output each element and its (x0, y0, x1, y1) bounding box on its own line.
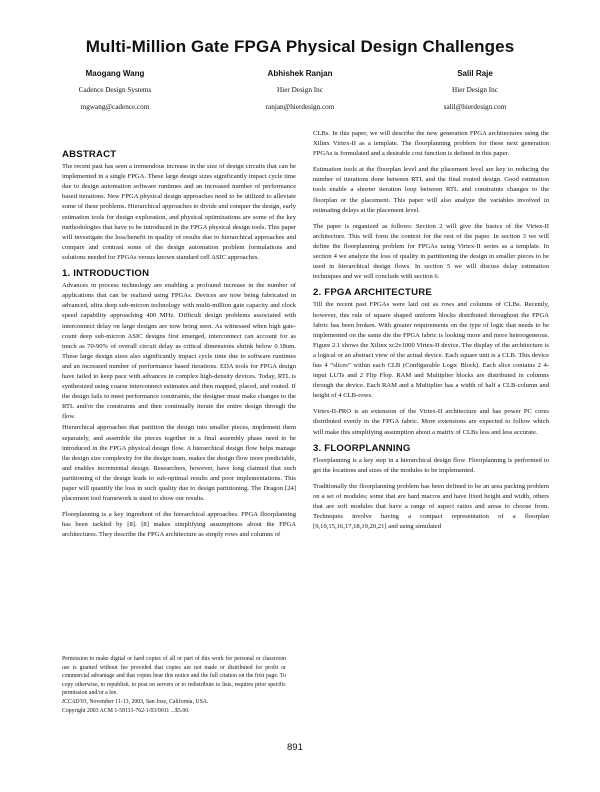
right-column (313, 129, 549, 538)
author-email: ranjan@hierdesign.com (265, 103, 335, 111)
paper-title: Multi-Million Gate FPGA Physical Design Challenges (85, 37, 515, 56)
architecture-paragraph-1: Till the recent past FPGAs were laid out as rows and columns of CLBs. Recently, however, this rule of square shaped uniform blocks distributed throughout the FPGA fabric has been broken. With greater requirements on the type of logic that needs to be implemented on the same die the FPGA fabric is looking more and more heterogeneous. Figure 2.1 shows the Xilinx xc2v1000 Virtex-II device. The display of the architecture is a logical or an abstract view of the actual device. Each square unit is a CLB. This device has 4 “slices” within each CLB (Configurable Logic Block). Each slice contains 2 4-input LUTs and 2 Flip Flop. RAM and Multiplier blocks are distributed in columns through the device. Each RAM and a Multiplier has a width of half a CLB-column and height of 4 CLB-rows. (313, 301, 549, 400)
floorplanning-heading: 3. FLOORPLANNING (313, 442, 411, 454)
conference-line (62, 698, 286, 707)
author-email: mgwang@cadence.com (80, 103, 150, 111)
author-affiliation: Cadence Design Systems (78, 86, 152, 94)
floorplanning-paragraph-1: Floorplanning is a key step in a hierarchical design flow. Floorplanning is performed to get the locations and sizes of the modules to be implemented. (313, 456, 549, 474)
author-1 (40, 68, 190, 113)
author-affiliation: Hier Design Inc (452, 86, 498, 94)
floorplanning-paragraph-2: Traditionally the floorplanning problem has been defined to be an area packing problem on a set of modules; some that are hard macros and have fixed height and width, others that are soft modules that have a range of aspect ratios and areas to choose from. Techniques involve having a compact representation of a floorplan [9,10,15,16,17,18,19,20,21] and using simulated (313, 482, 549, 531)
body-paragraph: CLBs. In this paper, we will describe the new generation FPGA architectures using the Xilinx Virtex-II as a template. The floorplanning problem for these next generation FPGAs is formulated and a desirable cost function is defined in this paper. (313, 130, 549, 158)
author-2 (225, 68, 375, 113)
author-block (60, 68, 540, 118)
body-paragraph: The paper is organized as follows: Section 2 will give the basics of the Virtex-II architecture. This will form the context for the rest of the paper. In section 3 we will define the floorplanning problem for FPGAs using Virtex-II series as a template. In section 4 we analyze the loss of quality in partitioning the design in smaller pieces to be used in hierarchical design flows. In section 5 we will discuss delay estimation techniques and we will conclude with section 6. (313, 222, 549, 281)
architecture-paragraph-2: Virtex-II-PRO is an extension of the Virtex-II architecture and has power PC cores distributed evenly in the FPGA fabric. More extensions are expected to follow which will make this simplifying assumption about a matrix of CLBs less and less accurate. (313, 408, 549, 436)
introduction-heading: 1. INTRODUCTION (62, 268, 150, 280)
page-number: 891 (287, 742, 303, 753)
left-column (62, 150, 296, 546)
intro-paragraph-3: Floorplanning is a key ingredient of the hierarchical approaches. FPGA floorplanning has been tackled by [8]. [8] makes simplifying assumptions about the FPGA architectures. They describe the FPGA architecture as simply rows and columns of (62, 511, 296, 539)
permission-notice (62, 655, 286, 715)
abstract-heading: ABSTRACT (62, 149, 117, 160)
abstract-text: The recent past has seen a tremendous increase in the size of design circuits that can be implemented in a single FPGA. These large design sizes significantly impact cycle time due to design automation software runtimes and an increased number of performance based iterations. New FPGA physical design approaches need to be utilized to alleviate some of these problems. Hierarchical approaches to divide and conquer the design, early estimation tools for design exploration, and physical optimizations are some of the key methodologies that have to be introduced in the FPGA physical design tools. This paper will investigate the loss/benefit in quality of results due to hierarchical approaches and compare and contrast some of the design automation problem formulations and solutions needed for FPGAs versus known standard cell ASIC approaches. (62, 163, 296, 261)
architecture-heading: 2. FPGA ARCHITECTURE (313, 287, 432, 299)
author-affiliation: Hier Design Inc (277, 86, 323, 94)
author-3 (400, 68, 550, 113)
conference-name: ICCAD'03, (62, 698, 88, 705)
permission-text: Permission to make digital or hard copies of all or part of this work for personal or classroom use is granted without fee provided that copies are not made or distributed for profit or commercial advantage and that copies bear this notice and the full citation on the first page. To copy otherwise, to republish, to post on servers or to redistribute to lists, requires prior specific permission and/or a fee. (62, 656, 286, 697)
author-email: salil@hierdesign.com (443, 103, 507, 111)
copyright-line: Copyright 2003 ACM 1-58113-762-1/03/0011 ...$5.00. (62, 707, 190, 714)
intro-paragraph-2: Hierarchical approaches that partition the design into smaller pieces, implement them separately, and assemble the pieces together in a final assembly phase need to be introduced in the FPGA physical design flow. A hierarchical design flow helps manage the design size complexity for the design team, makes the design flow more predictable, and enables incremental design. Researchers, however, have long claimed that such partitioning of the design leads to sub-optimal results and poor implementations. This paper will quantify the loss in such quality due to design partitioning. The Dragon [24] placement tool framework is used to show our results. (62, 424, 296, 503)
author-name: Maogang Wang (85, 69, 145, 78)
body-paragraph: Estimation tools at the floorplan level and the placement level are key to reducing the number of iterations done between RTL and the final routed design. Good estimation tools enable a shorter iteration loop between RTL and constraints changes to the floorplan or the placement. This paper will also analyze the variables involved in estimating delays at the placement level. (313, 166, 549, 214)
intro-paragraph-1: Advances in process technology are enabling a profound increase in the number of applications that can be realized using FPGAs. Devices are now being fabricated in advanced, ultra deep sub-micron technology with multi-million gate capacity and clock speed capability approaching 400 MHz. Difficult design problems associated with interconnect delay on large designs are now being seen. As witnessed when high gate-count deep sub-micron ASIC designs first emerged, interconnect can account for as much as 70-90% of overall circuit delay as critical dimensions shrink below 0.18um. These large design sizes also significantly impact cycle time due to software runtimes and an increased number of performance based iterations. EDA tools for FPGA design have failed to keep pace with advances in complex high-density devices. Today, RTL is synthesized using coarse interconnect estimates and then mapped, placed, and routed. If the design fails to meet performance constraints, the designer must make changes to the RTL and/or the constraints and then continually iterate the entire design through the flow. (62, 282, 296, 421)
author-name: Abhishek Ranjan (267, 69, 333, 78)
conference-details: November 11-13, 2003, San Jose, California, USA. (87, 698, 209, 705)
author-name: Salil Raje (457, 69, 493, 78)
